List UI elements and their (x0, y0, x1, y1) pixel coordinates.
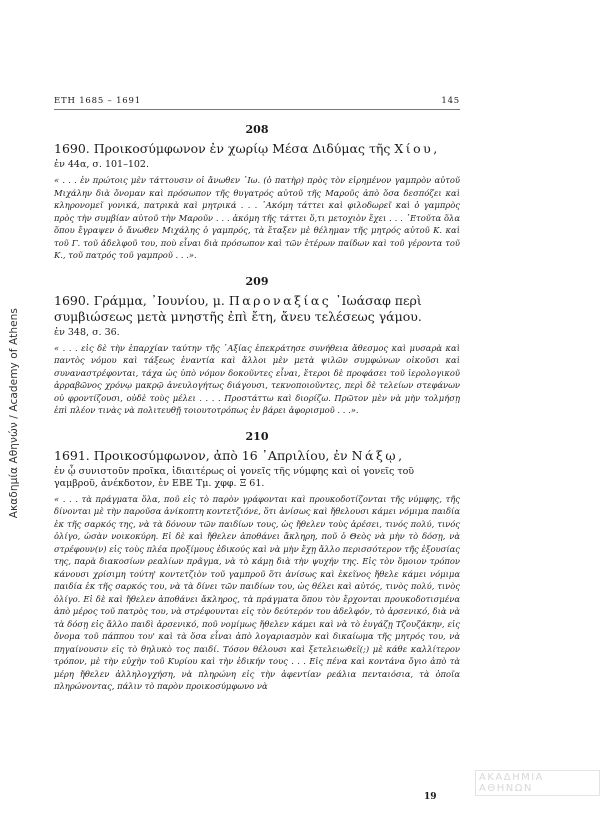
entry-number: 210 (245, 429, 269, 443)
book-page (54, 96, 460, 693)
entry-208 (54, 123, 460, 262)
entry-number: 208 (245, 123, 269, 136)
entry-number: 209 (245, 274, 269, 288)
entry-quote: « . . . τὰ πράγματα ὅλα, ποῦ εἰς τὸ παρὸν γράφονται καὶ προυκοδοτίζονται τῆς νύμφης, τῆς δίνονται μὲ τὴν παροῦσα ἀνίκοπτη κοντετζιόνε, ὅτι ἀνίσως καὶ ἤθελουσι κάμει νόμιμα παιδία ἐκ τῆς σαρκός της, νὰ τὰ δόνουν τῶν παιδίων τους, ὡς ἤθελεν τοὺς ἀρέσει, τινός πολύ, τινός ὀλίγο, ὡσὰν νοικοκύρη. Εἰ δὲ καὶ ἤθελεν ἀποθάνει ἄκληρη, ποῦ ὁ Θεὸς νὰ μὴν τὸ δόσῃ, νὰ στρέφουν(ν) εἰς τοὺς πλέα προξίμους ἐδικούς καὶ νὰ μὴν ἔχῃ ἄλλο περισσότερον τῆς ἐξουσίας της, παρὰ διακοσίων ρεαλίων πρᾶγμα, νὰ τὸ κάμῃ διὰ τὴν ψυχήν της. Εἰς τὸν ὅμοιον τρόπον κάνουσι χρίσιμη τούτη' κοντετζιὸν τοῦ γαμπροῦ ὅτι ἀνίσως καὶ ἐκεῖνος ἤθελε κάμει νόμιμα παιδία ἐκ τῆς σαρκός του, νὰ τὰ δίνει τῶν παιδίων του, ὡς θέλει καὶ αὐτός, τινὸς πολύ, τινὸς ὀλίγο. Εἰ δὲ καὶ ἤθελεν ἀποθάνει ἄκληρος, τὰ πράγματα ὅπου τὸν ἔρχονται προυκοδοτισμένα ἀπὸ μέρος τοῦ πατρὸς του, νὰ στρέφουνται εἰς τὸν δεύτερόν του ἀδελφόν, τὸ ἀρσενικό, διὰ νὰ τὰ δόσῃ εἰς ἄλλο παιδὶ ἀρσενικό, ποῦ νομίμως ἤθελεν κάμει καὶ νὰ τὸ ἐυγάζῃ Τζουζάκην, εἰς ὄνομα τοῦ πάππου του' καὶ τὰ ὅσα εἶναι ἀπὸ λογαριασμὸν καὶ δικαίωμα τῆς μητρός του, νὰ πηγαίνουσιν εἰς τὸ θηλυκὸ τος παιδί. Τόσον θέλουσι καὶ ξετελειωθεῖ(;) μὲ κάθε καλλίτερον τρόπον, μὲ τὴν εὐχὴν τοῦ Κυρίου καὶ τὴν ἐδικήν τους . . . Εἰς πένα καὶ κοντάνα ὄγιο ἀπὸ τὰ μέρη ἤθελεν ἀλληλογχήση, νὰ πληρώνη εἰς τὴν ἀφεντίαν ρεάλια πενταιόσια, τὰ ὁποῖα πληρώνοντας, πάλιν τὸ παρὸν προικοσύμφωνο νὰ (54, 493, 460, 691)
entry-heading-text: 1690. Γράμμα, ᾿Ιουνίου, μ. (54, 292, 229, 308)
archive-sidebar-text: Ακαδημία Αθηνών / Academy of Athens (8, 308, 20, 519)
entry-heading (54, 293, 460, 325)
entry-heading-place: Παροναξίας (228, 292, 332, 308)
archive-sidebar-label (2, 0, 26, 827)
running-head-title: ΕΤΗ 1685 – 1691 (54, 96, 141, 106)
entry-quote: « . . . εἰς δὲ τὴν ἐπαρχίαν ταύτην τῆς ᾿Αξίας ἐπεκράτησε συνήθεια ἄθεσμος καὶ μυσαρὰ καὶ παντὸς νόμου καὶ τάξεως ἐναντία καὶ ἄλλοι μὲν μετὰ ψιλῶν συμφώνων οἰκοῦσι καὶ συναναστρέφονται, τάχα ὡς ὑπὸ νόμον δοκοῦντες εἶναι, ἕτεροι δὲ προφάσει τοῦ ἱερολογικοῦ ἀρραβῶνος χρόνῳ μακρῷ ἀνευλογήτως διάγουσι, τεκνοποιοῦντες, περὶ δὲ τελείων στεφάνων οὐ φροντίζουσι, οὐδὲ τοὺς μέλει . . . . Προστάττω καὶ διορίζω. Πρῶτον μὲν νὰ μὴν τολμήσῃ ἐπὶ πλέον τινὰς νὰ πολιτευθῇ τοιουτοτρόπως ἐν βάρει ἀφορισμοῦ . . .». (54, 342, 460, 415)
entry-heading-tail: , (398, 447, 403, 463)
entry-source: ἐν 348, σ. 36. (54, 326, 120, 338)
entry-quote: « . . . ἐν πρώτοις μὲν τάττουσιν οἱ ἄνωθεν ᾿Ιω. (ὁ πατὴρ) πρὸς τὸν εἰρημένον γαμπρὸν αὐτοῦ Μιχάλην διὰ ὄνομαν καὶ πρόσωπον τῆς θυγατρός αὐτοῦ τῆς Μαροῦς ἀπὸ ὅσα δεσπόζει καὶ κληρονομεῖ γονικά, πατρικὰ καὶ μητρικά . . . ᾿Ακόμη τάττει καὶ φιλοδωρεῖ καὶ ὁ γαμπρὸς πρὸς τὴν συμβίαν αὐτοῦ τὴν Μαροῦν . . . ἀκόμη τῆς τάττει ὅ,τι μετοχιὸν ἔχει . . . ᾿Ετοῦτα ὅλα ὅπου ἔγραψεν ὁ ἄνωθεν Μιχάλης ὁ γαμπρός, τὰ ἔταξεν μὲ θέλημαν τῆς μητρός αὐτοῦ Κ. καὶ τοῦ Γ. τοῦ ἀδελφοῦ του, ποὺ εἶναι διὰ πρόσωπον καὶ τῶν ἑτέρων παίδων καὶ τοῦ γέροντα τοῦ Κ., τοῦ πατρός τοῦ γαμπροῦ . . .». (54, 175, 460, 260)
entry-heading (54, 141, 460, 157)
entry-heading-text: 1691. Προικοσύμφωνον, ἀπὸ 16 ᾿Απριλίου, ἐν (54, 447, 352, 463)
page-number: 145 (441, 96, 460, 106)
academy-watermark (475, 770, 600, 796)
entry-heading (54, 448, 460, 464)
entry-source: ἐν ᾧ συνιστοῦν προῖκα, ἰδιαιτέρως οἱ γονεῖς τῆς νύμφης καὶ οἱ γονεῖς τοῦ γαμβροῦ, ἀνέκδοτον, ἐν ΕΒΕ Τμ. χφφ. Ξ 61. (54, 465, 415, 489)
entry-source: ἐν 44α, σ. 101–102. (54, 159, 149, 170)
watermark-text: ΑΚΑΔΗΜΙΑ ΑΘΗΝΩΝ (475, 770, 600, 796)
entry-heading-tail: , (433, 141, 438, 156)
entry-209 (54, 275, 460, 417)
entry-210 (54, 430, 460, 693)
entry-heading-text: 1690. Προικοσύμφωνον ἐν χωρίῳ Μέσα Διδύμας τῆς (54, 141, 395, 156)
entry-heading-place: Χίου (394, 141, 434, 156)
entry-heading-place: Νάξῳ (351, 447, 399, 463)
running-head (54, 96, 460, 110)
entry-heading-tail: ᾿Ιωάσαφ περὶ συμβιώσεως μετὰ μνηστῆς ἐπὶ ἔτη, ἄνευ τελέσεως γάμου. (54, 292, 422, 324)
signature-mark: 19 (424, 792, 437, 802)
